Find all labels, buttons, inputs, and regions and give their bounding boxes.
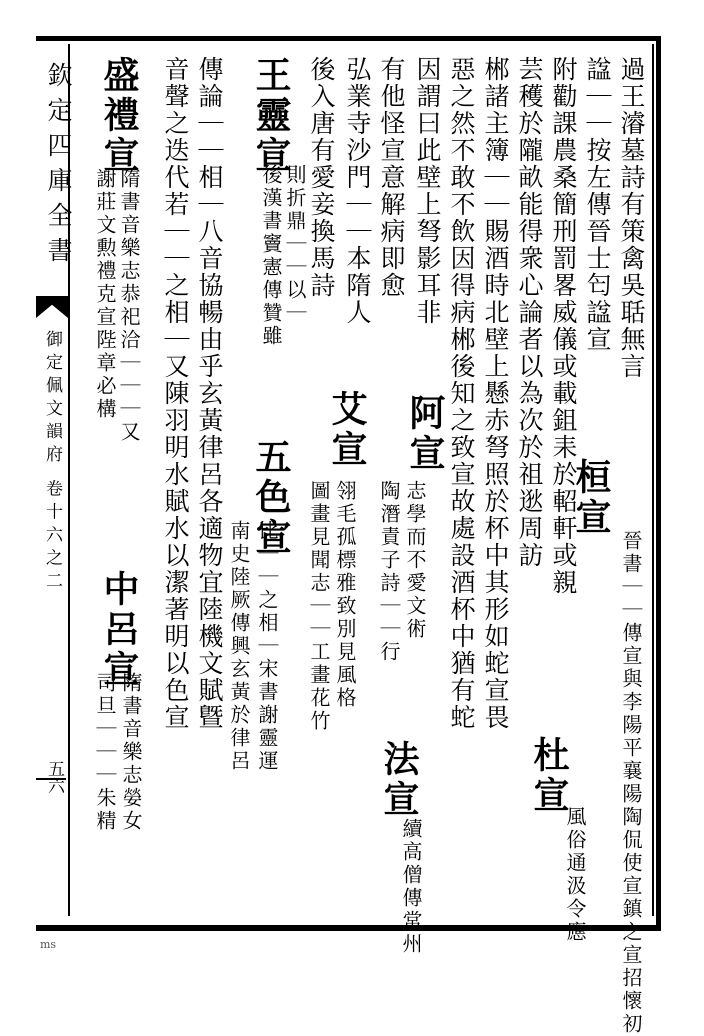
- text-column: 圖畫見聞志｜｜工畫花竹: [307, 480, 331, 733]
- text-column: 晉書｜｜傳宣與李陽平襄陽陶侃使宣鎮之宣招懷初: [619, 530, 643, 1036]
- page-number: 五六: [44, 760, 64, 794]
- headword: 王靈宣: [250, 56, 292, 176]
- text-column: 則折鼎｜｜以｜: [283, 164, 307, 325]
- headword: 中呂宣: [98, 570, 140, 690]
- text-column: 司旦｜｜｜朱精: [93, 672, 117, 833]
- text-column: 芸穫於隴畝能得衆心論者以為次於祖逖周訪: [515, 56, 544, 569]
- text-column: 弘業寺沙門｜｜本隋人: [343, 56, 372, 326]
- text-column: 謝莊文勲禮克宣陛章必構: [93, 168, 117, 421]
- text-column: 有他怪宣意解病即愈: [377, 56, 406, 299]
- text-column: 風俗通汲令應: [563, 806, 587, 944]
- text-column: 陶潛責子詩｜｜行: [377, 480, 401, 664]
- headword: 盛禮宣: [98, 56, 140, 176]
- headword: 法宣: [378, 740, 420, 820]
- headword: 杜宣: [528, 736, 570, 816]
- text-column: 隋書音樂志恭祀洽｜｜｜又: [117, 168, 141, 444]
- text-column: 郴諸主簿｜｜賜酒時北壁上懸赤弩照於杯中其形如蛇宣畏: [481, 56, 510, 731]
- text-column: 隋書音樂志嫈女: [119, 672, 143, 833]
- text-column: 因謂曰此壁上弩影耳非: [413, 56, 442, 326]
- text-column: 傳論｜｜相｜八音協暢由乎玄黃律呂各適物宜陸機文賦曁: [195, 56, 224, 731]
- text-column: 南史陸厥傳興玄黃於律呂: [227, 520, 251, 773]
- headword: 艾宣: [326, 390, 368, 470]
- text-column: 志學而不愛文術: [403, 480, 427, 641]
- text-column: 後入唐有愛妾換馬詩: [307, 56, 336, 299]
- text-column: 翎毛孤標雅致別見風格: [333, 480, 357, 710]
- headword: 桓宣: [570, 458, 612, 538]
- text-column: 惡之然不敢不飲因得病郴後知之致宣故處設酒杯中猶有蛇: [447, 56, 476, 731]
- text-column: 附勸課農桑簡刑罰畧威儀或載鉏耒於軺軒或親: [549, 56, 578, 596]
- book-title: 欽定四庫全書: [44, 62, 73, 272]
- headword: 阿宣: [404, 394, 446, 474]
- headword: 五色宣: [250, 438, 292, 558]
- text-column: 諡｜｜按左傳晉士匄諡宣: [583, 56, 612, 353]
- volume-label: 御定佩文韻府 卷十六之二: [42, 330, 62, 595]
- scan-footer-mark: ms: [40, 938, 57, 951]
- text-column: 後漢書竇憲傳贊雖: [259, 164, 283, 348]
- text-column: 比｜｜之相｜宋書謝靈運: [255, 520, 279, 773]
- text-column: 過王濬墓詩有策禽吳聒無言: [617, 56, 646, 380]
- text-column: 續高僧傳常州: [399, 818, 423, 956]
- text-column: 音聲之迭代若｜｜之相｜又陳羽明水賦水以潔著明以色宣: [161, 56, 190, 731]
